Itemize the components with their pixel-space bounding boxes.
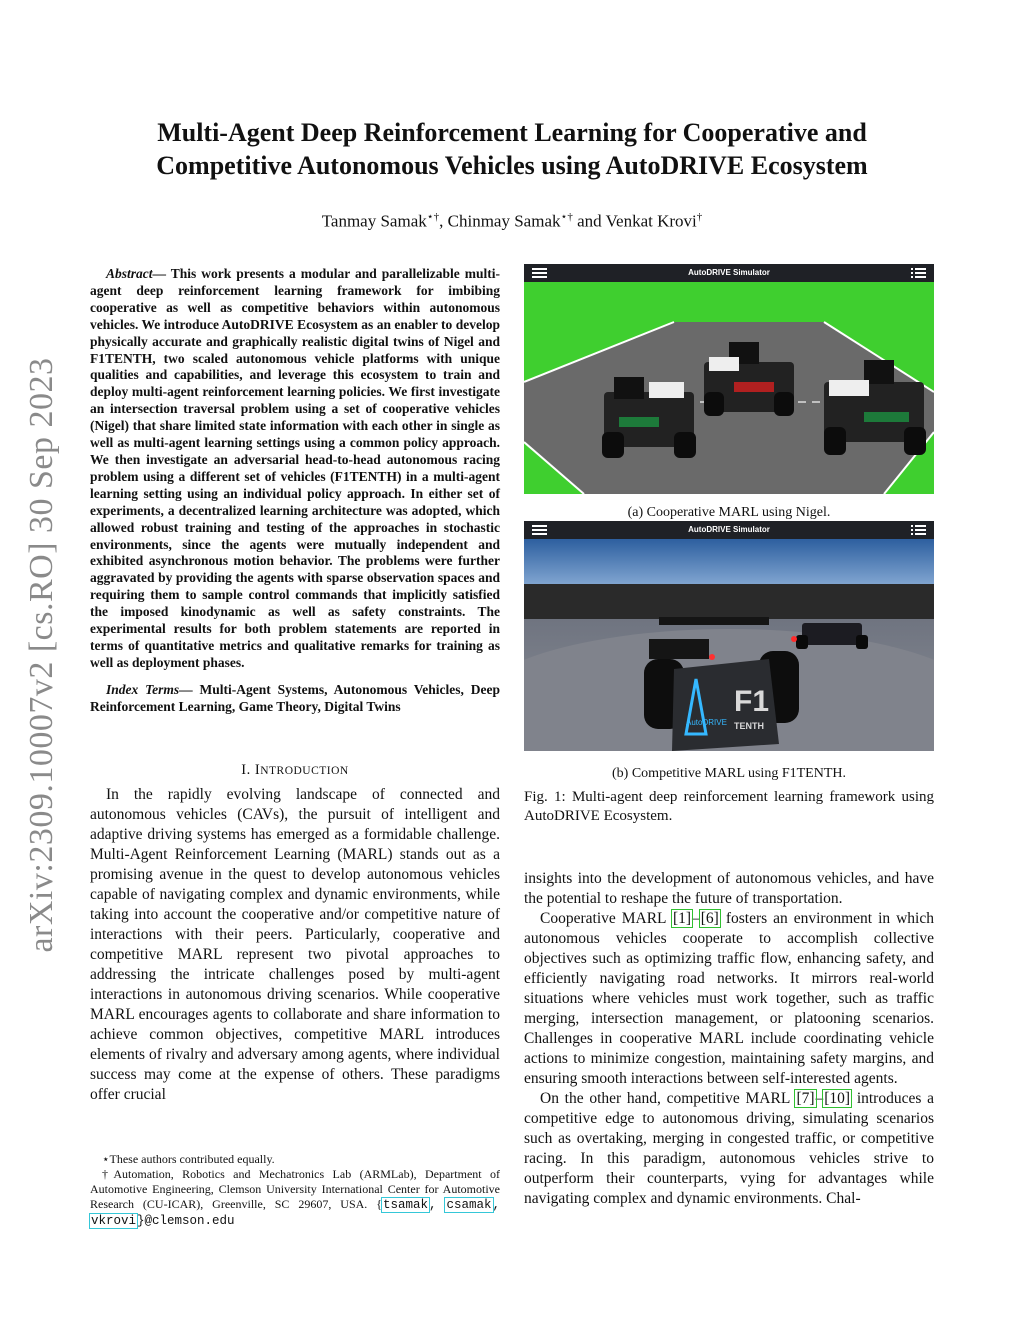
f1-logo-text: F1 <box>734 685 770 718</box>
footnotes <box>90 1152 500 1229</box>
nigel-vehicle-1 <box>602 377 696 458</box>
author-list: Tanmay Samak⋆†, Chinmay Samak⋆† and Venkat Krovi† <box>321 211 703 231</box>
figure-caption: Fig. 1: Multi-agent deep reinforcement learning framework using AutoDRIVE Ecosystem. <box>524 789 934 824</box>
cite-dash-2: – <box>815 1090 824 1107</box>
title-line-1: Multi-Agent Deep Reinforcement Learning for Cooperative and <box>157 118 867 147</box>
email-link-csamak[interactable]: csamak <box>446 1198 492 1212</box>
citation-10[interactable]: [10] <box>824 1090 851 1107</box>
right-paragraph-1 <box>524 909 934 1089</box>
author-3-mark: † <box>696 211 703 223</box>
right-paragraph-1-start: Cooperative MARL <box>540 910 672 927</box>
right-paragraph-2 <box>524 1089 934 1209</box>
figure-1b <box>524 521 934 782</box>
abstract-text: — This work presents a modular and parallelizable multi-agent deep reinforcement learning framework for imbibing cooperative as well as competitive behaviors within autonomous vehicles. We introduce AutoDRIVE Ecosystem as an enabler to develop physically accurate and graphically realistic digital twins of Nigel and F1TENTH, two scaled autonomous vehicle platforms with unique qualities and capabilities, and leverage this ecosystem to train and deploy multi-agent reinforcement learning policies. We first investigate an intersection traversal problem using a set of cooperative vehicles (Nigel) that share limited state information with each other in single as well as multi-agent learning settings using a common policy approach. We then investigate an adversarial head-to-head autonomous racing problem using a different set of vehicles (F1TENTH) in a multi-agent learning setting using an individual policy approach. In either set of experiments, a decentralized learning architecture was adopted, which allowed robust training and testing of the approaches in stochastic environments, since the agents were mutually independent and exhibited asynchronous motion behavior. The problems were further aggravated by providing the agents with sparse observation spaces and requiring them to sample control commands that implicitly satisfied the imposed kinodynamic as well as safety constraints. The experimental results for both problem statements are reported in terms of quantitative metrics and qualitative remarks for training as well as deployment phases. <box>90 266 500 670</box>
email-link-vkrovi[interactable]: vkrovi <box>91 1214 137 1228</box>
section-title-initial: I <box>254 761 261 778</box>
figure-1a <box>524 264 934 521</box>
email-link-tsamak[interactable]: tsamak <box>383 1198 429 1212</box>
sim-title-b: AutoDRIVE Simulator <box>688 525 770 534</box>
autodrive-logo-text: AutoDRIVE <box>686 718 727 727</box>
section-heading <box>90 762 500 779</box>
tenth-logo-text: TENTH <box>734 721 764 731</box>
sim-title-a: AutoDRIVE Simulator <box>688 268 770 277</box>
caption-a: (a) Cooperative MARL using Nigel. <box>627 505 831 520</box>
footnote-equal: ⋆These authors contributed equally. <box>102 1152 275 1166</box>
citation-6[interactable]: [6] <box>700 910 719 927</box>
section-title-rest: NTRODUCTION <box>260 764 349 777</box>
author-1: Tanmay Samak <box>321 211 427 231</box>
caption-b: (b) Competitive MARL using F1TENTH. <box>612 766 846 781</box>
index-terms-text: — Multi-Agent Systems, Autonomous Vehicles, Deep Reinforcement Learning, Game Theory, Digital Twins <box>90 681 500 714</box>
right-paragraph-1-rest: fosters an environment in which autonomous vehicles cooperate to accomplish collective objectives such as optimizing traffic flow, enhancing safety, and efficiently navigating road networks. It mirrors real-world situations where vehicles must work together, such as traffic merging, intersection management, or platooning scenarios. Challenges in cooperative MARL include coordinating vehicle actions to minimize congestion, maintaining safety margins, and ensuring smooth interactions between self-interested agents. <box>524 910 934 1087</box>
paper-title <box>90 116 934 182</box>
sim-titlebar-a <box>524 264 934 282</box>
citation-1[interactable]: [1] <box>672 910 692 927</box>
arxiv-side-stamp <box>22 350 62 960</box>
nigel-intersection-image <box>524 282 934 494</box>
author-3: Venkat Krovi <box>605 211 697 231</box>
right-paragraph-2-rest: introduces a competitive edge to autonomous driving, simulating scenarios such as overtaking, merging in congested traffic, or competitive racing. In this paradigm, autonomous vehicles strive to outperform their counterparts, vying for advantages while navigating complex and dynamic environments. Chal- <box>524 1090 934 1207</box>
section-number: I. <box>241 761 255 778</box>
citation-7[interactable]: [7] <box>796 1090 815 1107</box>
right-paragraph-2-start: On the other hand, competitive MARL <box>540 1090 796 1107</box>
list-menu-icon[interactable] <box>911 268 926 278</box>
title-line-2: Competitive Autonomous Vehicles using AutoDRIVE Ecosystem <box>156 151 868 180</box>
list-menu-icon[interactable] <box>911 525 926 535</box>
cite-dash-1: – <box>692 910 700 927</box>
footnote-affiliation-text: †Automation, Robotics and Mechatronics Lab (ARMLab), Department of Automotive Engineering, Clemson University International Center for Automotive Research (CU-ICAR), Greenville, SC 29607, USA. { <box>90 1167 500 1211</box>
email-domain: }@clemson.edu <box>137 1214 235 1228</box>
hamburger-menu-icon[interactable] <box>532 525 547 535</box>
author-1-mark: ⋆† <box>426 211 440 223</box>
author-2: Chinmay Samak <box>447 211 561 231</box>
author-2-mark: ⋆† <box>560 211 573 223</box>
f1tenth-race-image <box>524 539 934 751</box>
abstract-label: Abstract <box>106 266 153 281</box>
right-column-text <box>524 869 934 1209</box>
abstract <box>90 266 500 672</box>
right-paragraph-0: insights into the development of autonomous vehicles, and have the potential to reshape the future of transportation. <box>524 870 934 907</box>
footnote-affiliation <box>90 1167 500 1229</box>
hamburger-menu-icon[interactable] <box>532 268 547 278</box>
intro-paragraph: In the rapidly evolving landscape of connected and autonomous vehicles (CAVs), the pursuit of intelligent and adaptive driving systems has emerged as a formidable challenge. Multi-Agent Reinforcement Learning (MARL) stands out as a promising avenue in the quest to develop autonomous vehicles capable of navigating complex and dynamic environments, while taking into account the cooperative and/or competitive nature of interactions with their peers. Particularly, cooperative and competitive MARL represent two pivotal approaches to addressing the intricate challenges posed by multi-agent interactions in autonomous driving scenarios. While cooperative MARL encourages agents to collaborate and share information to achieve common objectives, competitive MARL introduces elements of rivalry and adversary among agents, where individual success may come at the expense of others. These paradigms offer crucial <box>90 785 500 1103</box>
index-terms-label: Index Terms <box>106 681 180 697</box>
email-comma-1: , <box>429 1198 437 1212</box>
index-terms <box>90 682 500 716</box>
left-column <box>90 266 500 1105</box>
author-and: and <box>577 211 602 231</box>
sim-titlebar-b <box>524 521 934 539</box>
arxiv-id: arXiv:2309.10007v2 [cs.RO] 30 Sep 2023 <box>23 357 60 953</box>
email-comma-2: , <box>492 1198 501 1212</box>
